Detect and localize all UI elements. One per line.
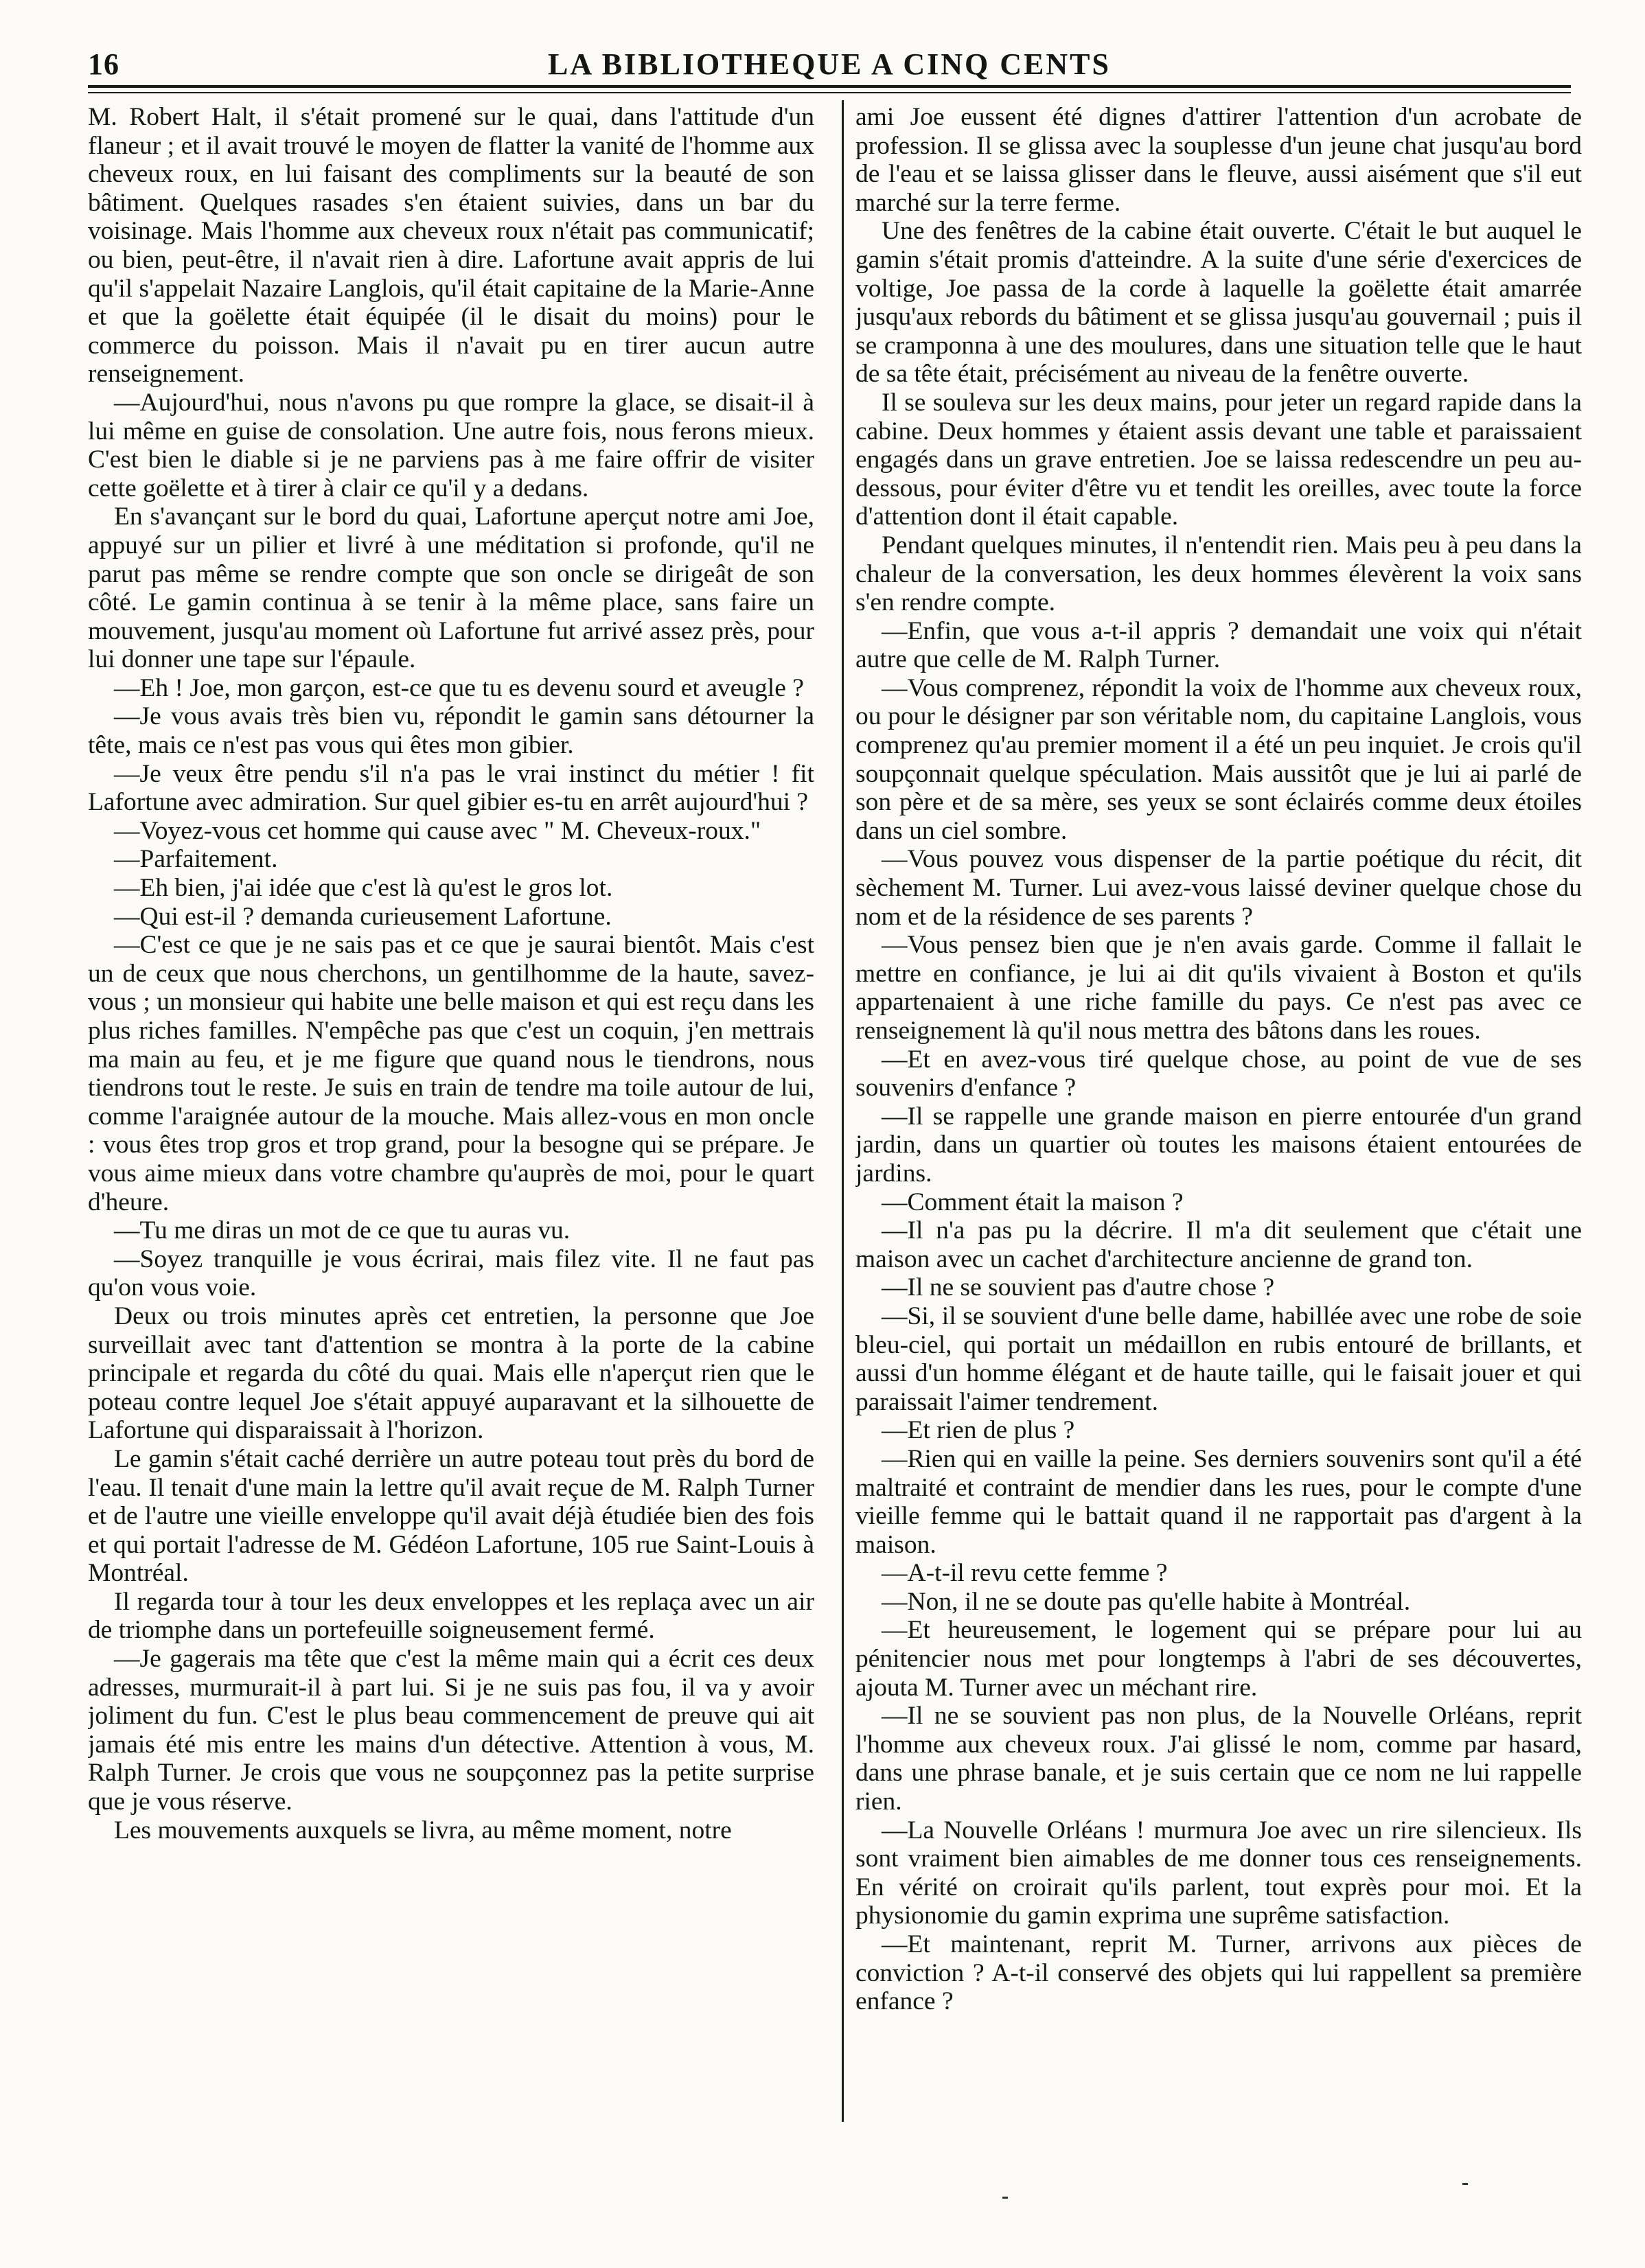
paragraph: —Je veux être pendu s'il n'a pas le vrai instinct du métier ! fit Lafortune avec admiration. Sur quel gibier es-tu en arrêt aujourd'hui ? [88,759,814,817]
paragraph: —Et maintenant, reprit M. Turner, arrivons aux pièces de conviction ? A-t-il conservé des objets qui lui rappellent sa première enfance ? [855,1930,1582,2016]
running-title: LA BIBLIOTHEQUE A CINQ CENTS [547,47,1111,81]
header-rule-thin [88,92,1571,93]
print-speck [1462,2183,1468,2185]
header-rule [88,85,1571,88]
paragraph: Il se souleva sur les deux mains, pour jeter un regard rapide dans la cabine. Deux hommes y étaient assis devant une table et paraissaient engagés dans un grave entretien. Joe se laissa redescendre un peu au-dessous, pour éviter d'être vu et tendit les oreilles, avec toute la force d'attention dont il était capable. [855,388,1582,531]
paragraph: Pendant quelques minutes, il n'entendit rien. Mais peu à peu dans la chaleur de la conversation, les deux hommes élevèrent la voix sans s'en rendre compte. [855,531,1582,617]
paragraph: ami Joe eussent été dignes d'attirer l'attention d'un acrobate de profession. Il se glissa avec la souplesse d'un jeune chat jusqu'au bord de l'eau et se laissa glisser dans le fleuve, aussi aisément que s'il eut marché sur la terre ferme. [855,103,1582,217]
paragraph: —Soyez tranquille je vous écrirai, mais filez vite. Il ne faut pas qu'on vous voie. [88,1245,814,1302]
paragraph: —Et heureusement, le logement qui se prépare pour lui au pénitencier nous met pour longtemps à l'abri de ses découvertes, ajouta M. Turner avec un méchant rire. [855,1616,1582,1702]
paragraph: —A-t-il revu cette femme ? [882,1559,1168,1588]
page-number: 16 [88,47,119,81]
left-column [88,103,814,2128]
paragraph: —Tu me diras un mot de ce que tu auras vu. [114,1216,571,1245]
right-column [855,103,1582,2128]
paragraph: —Voyez-vous cet homme qui cause avec " M. Cheveux-roux." [114,816,761,845]
paragraph: En s'avançant sur le bord du quai, Lafortune aperçut notre ami Joe, appuyé sur un pilier et livré à une méditation si profonde, qu'il ne parut pas même se rendre compte que son oncle se dirigeât de son côté. Le gamin continua à se tenir à la même place, sans faire un mouvement, jusqu'au moment où Lafortune fut arrivé assez près, pour lui donner une tape sur l'épaule. [88,502,814,674]
paragraph: Deux ou trois minutes après cet entretien, la personne que Joe surveillait avec tant d'attention se montra à la porte de la cabine principale et regarda du côté du quai. Mais elle n'aperçut rien que le poteau contre lequel Joe s'était appuyé auparavant et la silhouette de Lafortune qui disparaissait à l'horizon. [88,1301,814,1445]
paragraph: —Qui est-il ? demanda curieusement Lafortune. [114,902,612,931]
paragraph: —Il ne se souvient pas d'autre chose ? [882,1273,1275,1302]
paragraph: —Si, il se souvient d'une belle dame, habillée avec une robe de soie bleu-ciel, qui portait un médaillon en rubis entouré de brillants, et aussi d'un homme élégant et de haute taille, qui le faisait jouer et qui paraissait l'aimer tendrement. [855,1301,1582,1416]
paragraph: —Vous comprenez, répondit la voix de l'homme aux cheveux roux, ou pour le désigner par son véritable nom, du capitaine Langlois, vous comprenez qu'au premier moment il a été un peu inquiet. Je crois qu'il soupçonnait quelque spéculation. Mais aussitôt que je lui ai parlé de son père et de sa mère, ses yeux se sont éclairés comme deux étoiles dans un ciel sombre. [855,673,1582,845]
print-speck [1002,2197,1008,2199]
paragraph: —La Nouvelle Orléans ! murmura Joe avec un rire silencieux. Ils sont vraiment bien aimables de me donner tous ces renseignements. En vérité on croirait qu'ils parlent, tout exprès pour moi. Et la physionomie du gamin exprima une suprême satisfaction. [855,1816,1582,1930]
paragraph: —Il ne se souvient pas non plus, de la Nouvelle Orléans, reprit l'homme aux cheveux roux. J'ai glissé le nom, comme par hasard, dans une phrase banale, et je suis certain que ce nom ne lui rappelle rien. [855,1702,1582,1816]
paragraph: —Enfin, que vous a-t-il appris ? demandait une voix qui n'était autre que celle de M. Ralph Turner. [855,616,1582,674]
paragraph: Une des fenêtres de la cabine était ouverte. C'était le but auquel le gamin s'était promis d'atteindre. A la suite d'une série d'exercices de voltige, Joe passa de la corde à laquelle la goëlette était amarrée jusqu'aux rebords du bâtiment et se glissa jusqu'au gouvernail ; puis il se cramponna à une des moulures, dans une situation telle que le haut de sa tête était, précisément au niveau de la fenêtre ouverte. [855,217,1582,389]
paragraph: —Il n'a pas pu la décrire. Il m'a dit seulement que c'était une maison avec un cachet d'architecture ancienne de grand ton. [855,1216,1582,1273]
paragraph: —Eh bien, j'ai idée que c'est là qu'est le gros lot. [114,874,613,903]
column-divider [842,100,844,2122]
paragraph: —Vous pensez bien que je n'en avais garde. Comme il fallait le mettre en confiance, je lui ai dit qu'ils vivaient à Boston et qu'ils appartenaient à une riche famille du pays. Ce n'est pas avec ce renseignement là qu'il nous mettra des bâtons dans les roues. [855,931,1582,1045]
paragraph: —Je gagerais ma tête que c'est la même main qui a écrit ces deux adresses, murmurait-il à part lui. Si je ne suis pas fou, il va y avoir joliment du fun. C'est le plus beau commencement de preuve qui ait jamais été mis entre les mains d'un détective. Attention à vous, M. Ralph Turner. Je crois que vous ne soupçonnez pas la petite surprise que je vous réserve. [88,1645,814,1816]
paragraph: —Vous pouvez vous dispenser de la partie poétique du récit, dit sèchement M. Turner. Lui avez-vous laissé deviner quelque chose du nom et de la résidence de ses parents ? [855,845,1582,931]
paragraph: —Et rien de plus ? [882,1416,1075,1445]
paragraph: Le gamin s'était caché derrière un autre poteau tout près du bord de l'eau. Il tenait d'une main la lettre qu'il avait reçue de M. Ralph Turner et de l'autre une vieille enveloppe qu'il avait déjà étudiée bien des fois et qui portait l'adresse de M. Gédéon Lafortune, 105 rue Saint-Louis à Montréal. [88,1444,814,1588]
paragraph: —Il se rappelle une grande maison en pierre entourée d'un grand jardin, dans un quartier où toutes les maisons étaient entourées de jardins. [855,1102,1582,1188]
paragraph: —Parfaitement. [114,845,278,874]
paragraph: Il regarda tour à tour les deux enveloppes et les replaça avec un air de triomphe dans un portefeuille soigneusement fermé. [88,1587,814,1645]
paragraph: —Et en avez-vous tiré quelque chose, au point de vue de ses souvenirs d'enfance ? [855,1045,1582,1102]
paragraph: —Comment était la maison ? [882,1188,1184,1216]
paragraph: —C'est ce que je ne sais pas et ce que je saurai bientôt. Mais c'est un de ceux que nous cherchons, un gentilhomme de la haute, savez-vous ; un monsieur qui habite une belle maison et qui est reçu dans les plus riches familles. N'empêche pas que c'est un coquin, j'en mettrais ma main au feu, et je me figure que quand nous le tiendrons, nous tiendrons tout le reste. Je suis en train de tendre ma toile autour de lui, comme l'araignée autour de la mouche. Mais allez-vous en mon oncle : vous êtes trop gros et trop grand, pour la besogne qui se prépare. Je vous aime mieux dans votre chambre qu'auprès de moi, pour le quart d'heure. [88,931,814,1216]
paragraph: —Eh ! Joe, mon garçon, est-ce que tu es devenu sourd et aveugle ? [114,673,804,702]
paragraph: —Aujourd'hui, nous n'avons pu que rompre la glace, se disait-il à lui même en guise de consolation. Une autre fois, nous ferons mieux. C'est bien le diable si je ne parviens pas à me faire offrir de visiter cette goëlette et à tirer à clair ce qu'il y a dedans. [88,388,814,502]
paragraph: —Rien qui en vaille la peine. Ses derniers souvenirs sont qu'il a été maltraité et contraint de mendier dans les rues, pour le compte d'une vieille femme qui le battait quand il ne rapportait pas d'argent à la maison. [855,1444,1582,1559]
paragraph: —Je vous avais très bien vu, répondit le gamin sans détourner la tête, mais ce n'est pas vous qui êtes mon gibier. [88,702,814,760]
paragraph: M. Robert Halt, il s'était promené sur le quai, dans l'attitude d'un flaneur ; et il avait trouvé le moyen de flatter la vanité de l'homme aux cheveux roux, en lui faisant des compliments sur la beauté de son bâtiment. Quelques rasades s'en étaient suivies, dans un bar du voisinage. Mais l'homme aux cheveux roux n'était pas communicatif; ou bien, peut-être, il n'avait rien à dire. Lafortune avait appris de lui qu'il s'appelait Nazaire Langlois, qu'il était capitaine de la Marie-Anne et que la goëlette était équipée (il le disait du moins) pour le commerce du poisson. Mais il n'avait pu en tirer aucun autre renseignement. [88,103,814,389]
paragraph: Les mouvements auxquels se livra, au même moment, notre [114,1816,732,1844]
page-header [88,41,1571,96]
paragraph: —Non, il ne se doute pas qu'elle habite à Montréal. [882,1587,1411,1616]
